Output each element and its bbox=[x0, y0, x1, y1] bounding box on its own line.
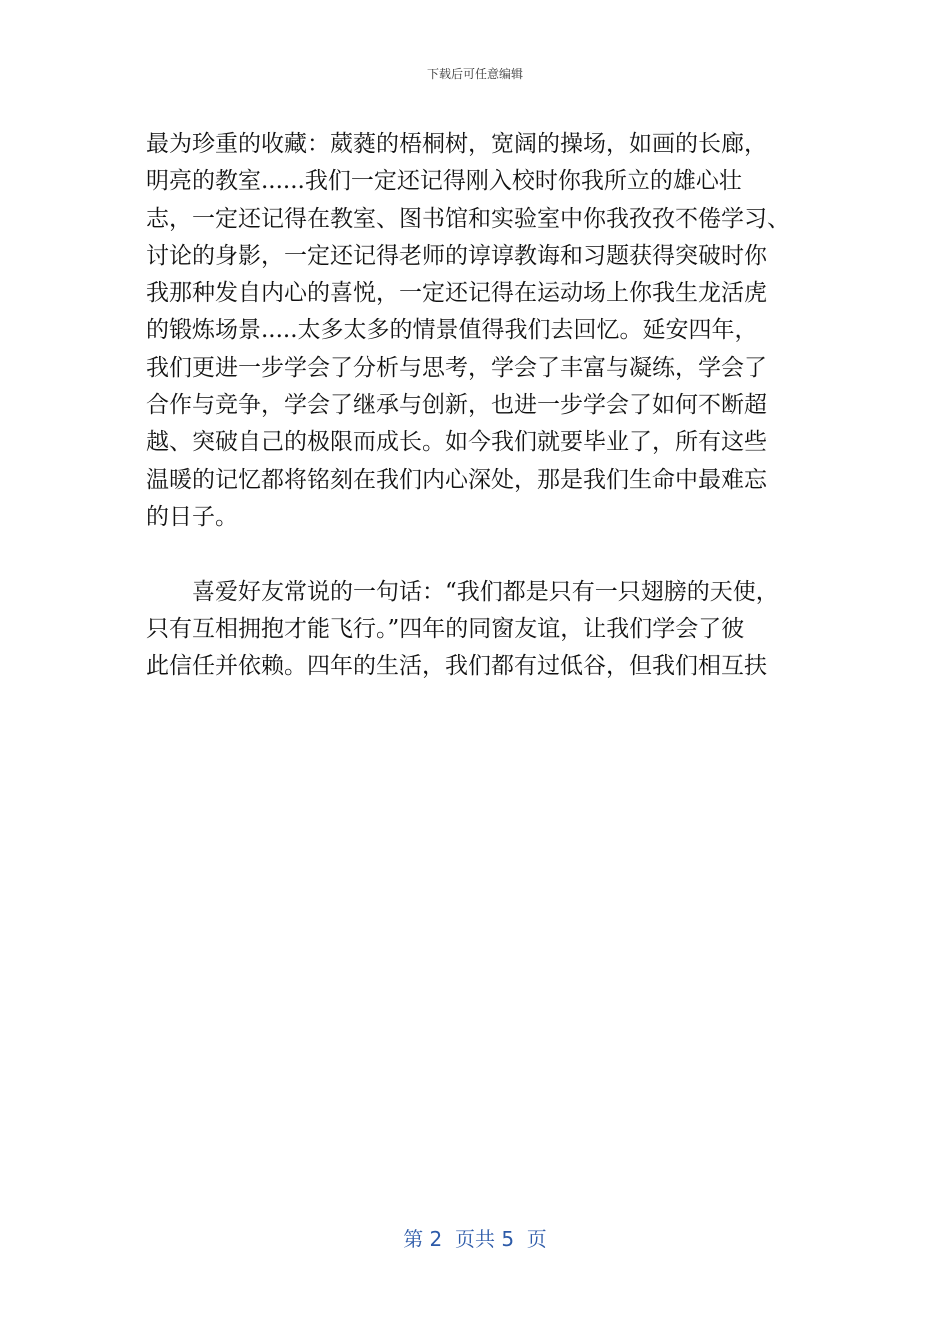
text-line: 温暖的记忆都将铭刻在我们内心深处，那是我们生命中最难忘 bbox=[146, 466, 767, 493]
text-line: 合作与竞争，学会了继承与创新，也进一步学会了如何不断超 bbox=[146, 392, 767, 419]
text-line: 的锻炼场景.....太多太多的情景值得我们去回忆。延安四年， bbox=[146, 317, 758, 344]
text-line: 只有互相拥抱才能飞行。”四年的同窗友谊，让我们学会了彼 bbox=[146, 615, 745, 642]
text-line: 我那种发自内心的喜悦，一定还记得在运动场上你我生龙活虎 bbox=[146, 280, 767, 307]
page-header: 下载后可任意编辑 bbox=[426, 67, 523, 81]
text-line: 明亮的教室......我们一定还记得刚入校时你我所立的雄心壮 bbox=[146, 168, 742, 195]
text-line: 的日子。 bbox=[146, 503, 238, 530]
text-line: 讨论的身影，一定还记得老师的谆谆教诲和习题获得突破时你 bbox=[146, 242, 767, 269]
paragraph-gap bbox=[146, 536, 826, 573]
page-footer bbox=[0, 1226, 950, 1252]
document-body bbox=[146, 126, 826, 685]
page-number: 第 2 页共 5 页 bbox=[403, 1227, 547, 1251]
text-line: 最为珍重的收藏：葳蕤的梧桐树，宽阔的操场，如画的长廊， bbox=[146, 131, 767, 157]
text-line: 我们更进一步学会了分析与思考，学会了丰富与凝练，学会了 bbox=[146, 354, 767, 381]
text-line: 此信任并依赖。四年的生活，我们都有过低谷，但我们相互扶 bbox=[146, 653, 767, 680]
text-line: 喜爱好友常说的一句话：“我们都是只有一只翅膀的天使， bbox=[192, 578, 779, 605]
text-line: 志，一定还记得在教室、图书馆和实验室中你我孜孜不倦学习、 bbox=[146, 205, 790, 232]
text-line: 越、突破自己的极限而成长。如今我们就要毕业了，所有这些 bbox=[146, 429, 767, 456]
paragraph-1 bbox=[146, 126, 826, 536]
paragraph-2 bbox=[146, 574, 826, 686]
